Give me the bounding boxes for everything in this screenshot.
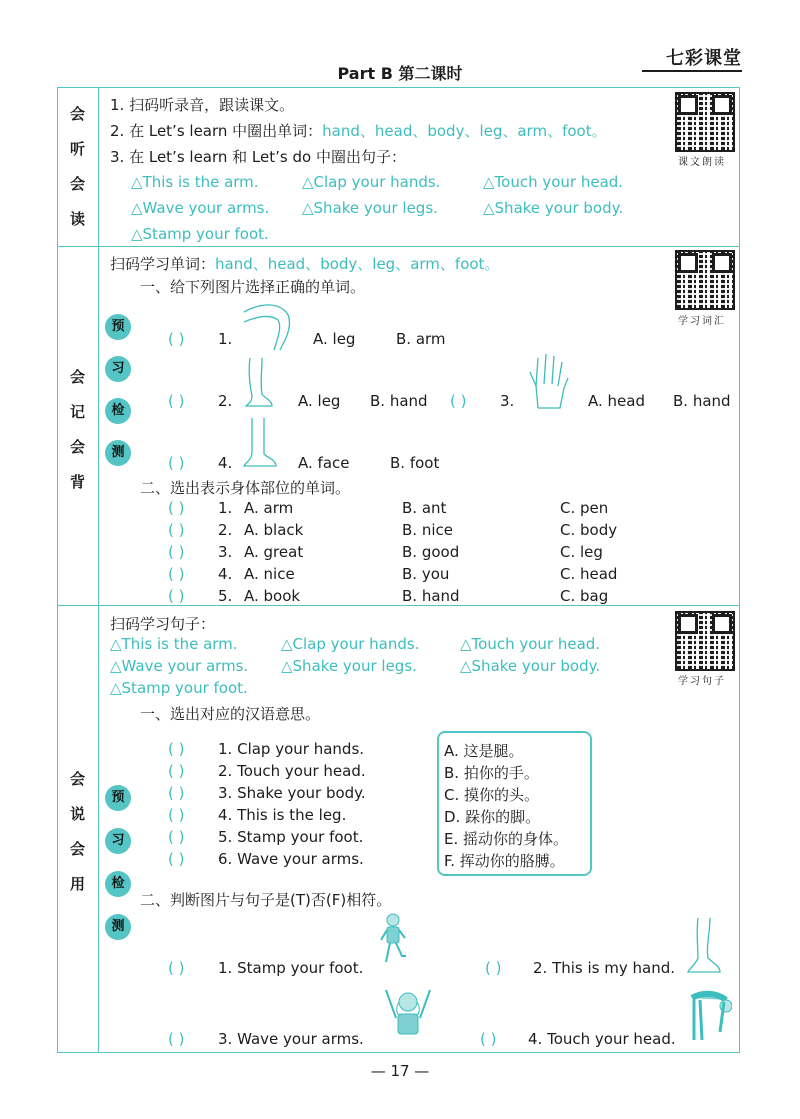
qr-code-icon[interactable] bbox=[675, 92, 735, 152]
option-c: C. head bbox=[560, 565, 618, 583]
item-text: 4. Touch your head. bbox=[528, 1030, 676, 1048]
section2-side-label: 会 记 会 背 bbox=[69, 368, 85, 491]
circle-label: 习 bbox=[105, 828, 131, 854]
leg-image bbox=[238, 356, 280, 410]
item-text: 6. Wave your arms. bbox=[218, 850, 364, 868]
item-text: 5. Stamp your foot. bbox=[218, 828, 364, 846]
arm-image bbox=[240, 298, 298, 354]
section-divider-2 bbox=[57, 605, 740, 606]
girl-waving-image bbox=[382, 984, 434, 1036]
answer-blank[interactable]: ( ) bbox=[168, 762, 185, 780]
s3-intro: 扫码学习句子： bbox=[110, 615, 216, 633]
answer-blank[interactable]: ( ) bbox=[168, 806, 185, 824]
answer-blank[interactable]: ( ) bbox=[168, 784, 185, 802]
item-number: 2. bbox=[218, 392, 233, 410]
circle-label: 检 bbox=[105, 398, 131, 424]
item-number: 2. bbox=[218, 521, 233, 539]
s1-sentence: △Shake your body. bbox=[483, 199, 624, 217]
option-b: B. arm bbox=[396, 330, 446, 348]
s1-sentence: △Touch your head. bbox=[483, 173, 624, 191]
qr-code-icon[interactable] bbox=[675, 611, 735, 671]
answer-blank[interactable]: ( ) bbox=[168, 565, 185, 583]
option-a: A. leg bbox=[313, 330, 356, 348]
option-a: A. black bbox=[244, 521, 304, 539]
answer-blank[interactable]: ( ) bbox=[168, 392, 185, 410]
s3-sentence: △Shake your legs. bbox=[281, 657, 417, 675]
option-a: A. nice bbox=[244, 565, 295, 583]
qr-code-icon[interactable] bbox=[675, 250, 735, 310]
item-number: 3. bbox=[218, 543, 233, 561]
option-a: A. face bbox=[298, 454, 350, 472]
option-cn: D. 跺你的脚。 bbox=[444, 808, 541, 826]
item-number: 4. bbox=[218, 565, 233, 583]
option-a: A. head bbox=[588, 392, 645, 410]
circle-label: 测 bbox=[105, 914, 131, 940]
s1-sentence: △Wave your arms. bbox=[131, 199, 270, 217]
boy-bending-image bbox=[686, 984, 732, 1046]
answer-blank[interactable]: ( ) bbox=[480, 1030, 497, 1048]
foot-image bbox=[238, 416, 280, 470]
s2-part1-title: 一、给下列图片选择正确的单词。 bbox=[140, 278, 366, 296]
option-b: B. foot bbox=[390, 454, 440, 472]
item-text: 1. Stamp your foot. bbox=[218, 959, 364, 977]
answer-blank[interactable]: ( ) bbox=[168, 454, 185, 472]
item-text: 3. Wave your arms. bbox=[218, 1030, 364, 1048]
item-text: 2. Touch your head. bbox=[218, 762, 366, 780]
item-number: 5. bbox=[218, 587, 233, 605]
item-number: 1. bbox=[218, 330, 233, 348]
s1-line1: 1. 扫码听录音，跟读课文。 bbox=[110, 96, 295, 114]
option-cn: F. 挥动你的胳膊。 bbox=[444, 852, 565, 870]
answer-blank[interactable]: ( ) bbox=[168, 828, 185, 846]
s3-sentence: △This is the arm. bbox=[110, 635, 238, 653]
section1-side-label: 会 听 会 读 bbox=[69, 105, 85, 228]
leg-foot-image bbox=[686, 916, 726, 976]
option-a: A. arm bbox=[244, 499, 294, 517]
page-title: Part B 第二课时 bbox=[337, 64, 463, 83]
s1-sentence: △Stamp your foot. bbox=[131, 225, 269, 243]
answer-blank[interactable]: ( ) bbox=[168, 499, 185, 517]
circle-label: 预 bbox=[105, 314, 131, 340]
s1-sentence: △Clap your hands. bbox=[302, 173, 441, 191]
item-text: 2. This is my hand. bbox=[533, 959, 676, 977]
s2-intro: 扫码学习单词：hand、head、body、leg、arm、foot。 bbox=[110, 255, 500, 273]
s3-sentence: △Shake your body. bbox=[460, 657, 601, 675]
option-a: A. leg bbox=[298, 392, 341, 410]
option-cn: E. 摇动你的身体。 bbox=[444, 830, 569, 848]
s3-part1-title: 一、选出对应的汉语意思。 bbox=[140, 705, 321, 723]
option-c: C. leg bbox=[560, 543, 603, 561]
s3-sentence: △Stamp your foot. bbox=[110, 679, 248, 697]
hand-image bbox=[524, 350, 572, 412]
s2-part2-title: 二、选出表示身体部位的单词。 bbox=[140, 479, 351, 497]
s1-line2: 2. 在 Let’s learn 中圈出单词：hand、head、body、leg、arm、foot。 bbox=[110, 122, 607, 140]
s3-sentence: △Clap your hands. bbox=[281, 635, 420, 653]
s1-line3: 3. 在 Let’s learn 和 Let’s do 中圈出句子： bbox=[110, 148, 406, 166]
qr-label: 课文朗读 bbox=[678, 157, 726, 168]
option-b: B. nice bbox=[402, 521, 453, 539]
s1-words: hand、head、body、leg、arm、foot。 bbox=[322, 122, 607, 140]
circle-label: 测 bbox=[105, 440, 131, 466]
option-cn: B. 拍你的手。 bbox=[444, 764, 539, 782]
item-number: 4. bbox=[218, 454, 233, 472]
option-c: C. body bbox=[560, 521, 618, 539]
item-number: 1. bbox=[218, 499, 233, 517]
page-number: — 17 — bbox=[370, 1062, 430, 1080]
section-divider-1 bbox=[57, 246, 740, 247]
option-b: B. you bbox=[402, 565, 450, 583]
answer-blank[interactable]: ( ) bbox=[450, 392, 467, 410]
item-text: 1. Clap your hands. bbox=[218, 740, 365, 758]
option-cn: A. 这是腿。 bbox=[444, 742, 524, 760]
circle-label: 检 bbox=[105, 871, 131, 897]
boy-stamping-image bbox=[378, 912, 410, 974]
item-text: 4. This is the leg. bbox=[218, 806, 347, 824]
s3-sentence: △Touch your head. bbox=[460, 635, 601, 653]
option-b: B. hand bbox=[402, 587, 460, 605]
option-cn: C. 摸你的头。 bbox=[444, 786, 540, 804]
answer-blank[interactable]: ( ) bbox=[168, 330, 185, 348]
section3-side-label: 会 说 会 用 bbox=[69, 770, 85, 893]
s3-part2-title: 二、判断图片与句子是(T)否(F)相符。 bbox=[140, 891, 392, 909]
option-b: B. ant bbox=[402, 499, 447, 517]
side-divider bbox=[98, 87, 99, 1053]
circle-label: 习 bbox=[105, 356, 131, 382]
s1-sentence: △This is the arm. bbox=[131, 173, 259, 191]
item-number: 3. bbox=[500, 392, 515, 410]
qr-label: 学习句子 bbox=[678, 676, 726, 687]
brand-underline bbox=[642, 70, 742, 72]
s3-sentence: △Wave your arms. bbox=[110, 657, 249, 675]
answer-blank[interactable]: ( ) bbox=[168, 850, 185, 868]
qr-label: 学习词汇 bbox=[678, 316, 726, 327]
option-b: B. good bbox=[402, 543, 460, 561]
answer-blank[interactable]: ( ) bbox=[168, 1030, 185, 1048]
answer-blank[interactable]: ( ) bbox=[168, 587, 185, 605]
circle-label: 预 bbox=[105, 785, 131, 811]
answer-blank[interactable]: ( ) bbox=[168, 543, 185, 561]
option-b: B. hand bbox=[370, 392, 428, 410]
answer-blank[interactable]: ( ) bbox=[168, 959, 185, 977]
option-a: A. book bbox=[244, 587, 301, 605]
option-c: C. pen bbox=[560, 499, 609, 517]
answer-blank[interactable]: ( ) bbox=[168, 521, 185, 539]
option-b: B. hand bbox=[673, 392, 731, 410]
answer-blank[interactable]: ( ) bbox=[168, 740, 185, 758]
item-text: 3. Shake your body. bbox=[218, 784, 366, 802]
option-c: C. bag bbox=[560, 587, 609, 605]
brand-logo: 七彩课堂 bbox=[666, 48, 742, 69]
option-a: A. great bbox=[244, 543, 304, 561]
s1-sentence: △Shake your legs. bbox=[302, 199, 438, 217]
answer-blank[interactable]: ( ) bbox=[485, 959, 502, 977]
